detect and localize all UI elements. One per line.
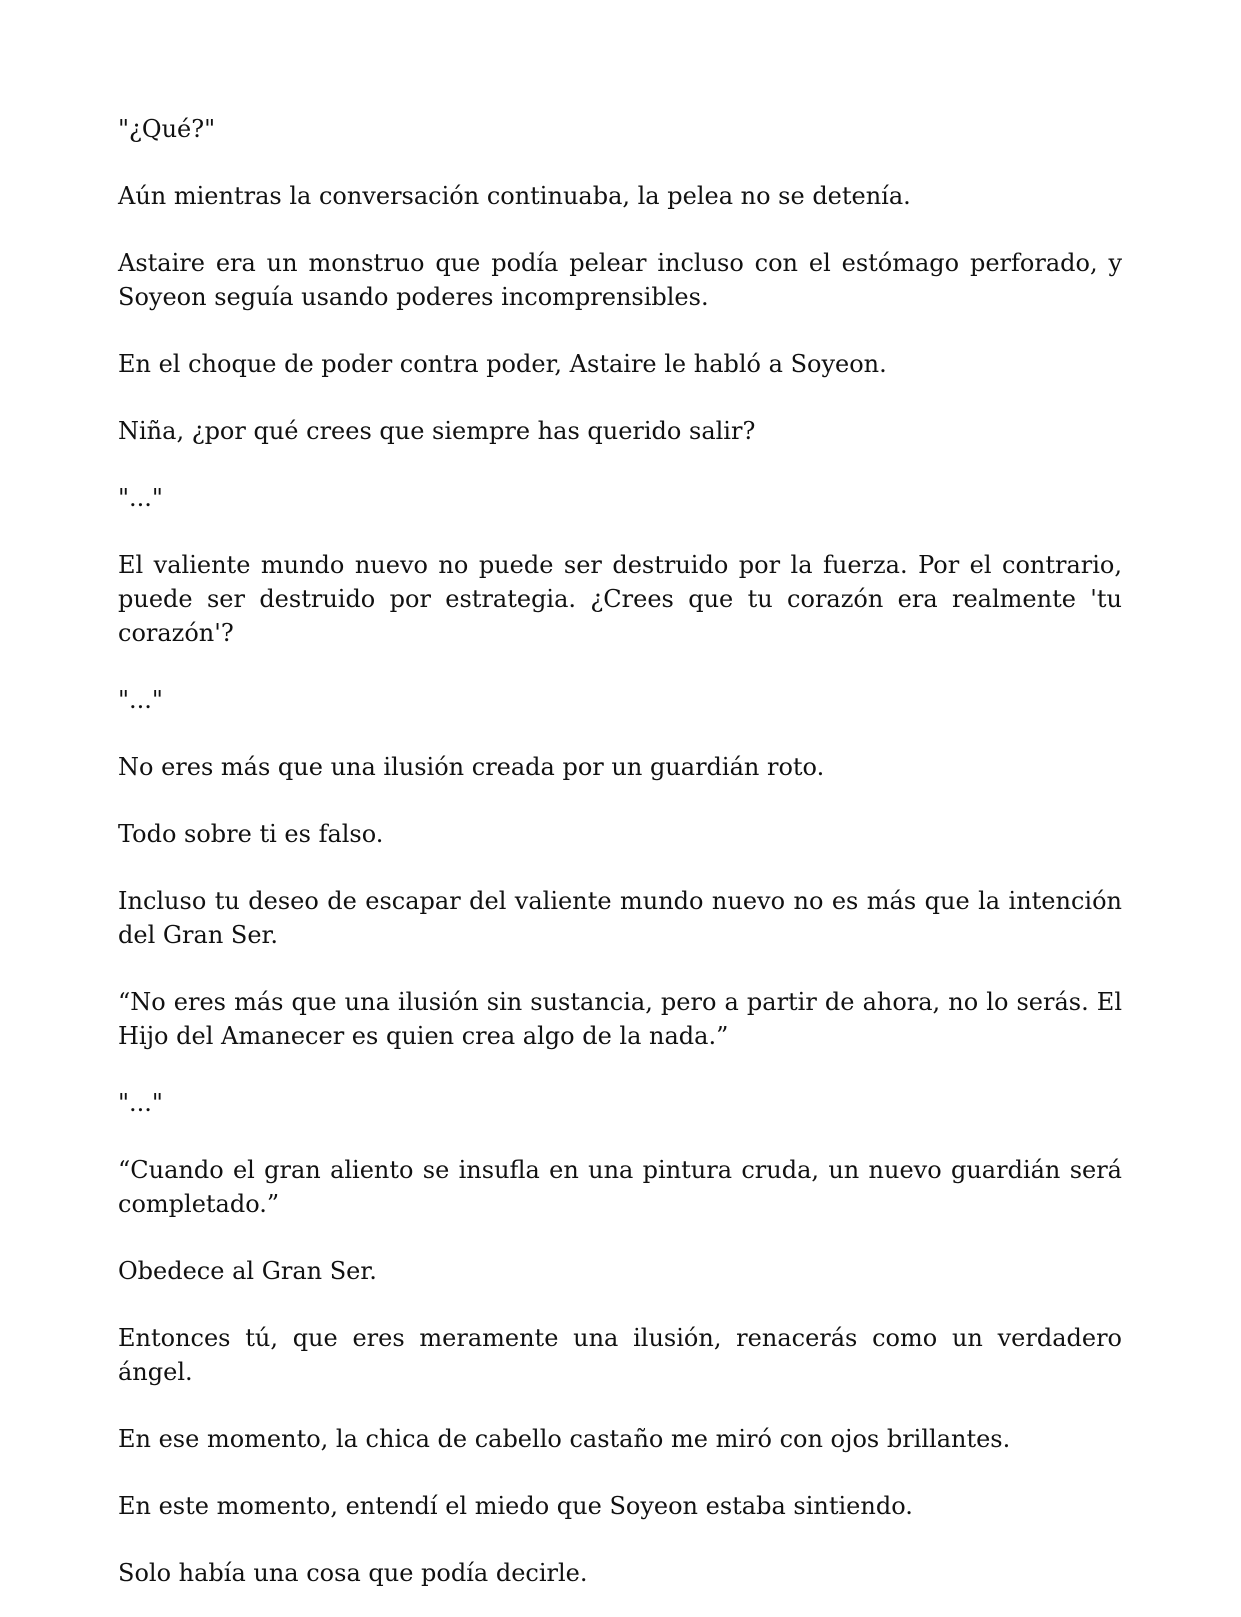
paragraph: “No eres más que una ilusión sin sustancia, pero a partir de ahora, no lo serás. El Hijo del Amanecer es quien crea algo de la nada.” <box>118 988 1122 1050</box>
paragraph: Aún mientras la conversación continuaba, la pelea no se detenía. <box>118 182 911 210</box>
paragraph: El valiente mundo nuevo no puede ser destruido por la fuerza. Por el contrario, puede ser destruido por estrategia. ¿Crees que tu corazón era realmente 'tu corazón'? <box>118 551 1122 647</box>
paragraph: En el choque de poder contra poder, Astaire le habló a Soyeon. <box>118 350 887 378</box>
paragraph: "..." <box>118 484 163 512</box>
paragraph: Niña, ¿por qué crees que siempre has querido salir? <box>118 417 756 445</box>
paragraph: "..." <box>118 686 163 714</box>
paragraph: Obedece al Gran Ser. <box>118 1257 377 1285</box>
paragraph: Solo había una cosa que podía decirle. <box>118 1559 588 1587</box>
paragraph: Entonces tú, que eres meramente una ilusión, renacerás como un verdadero ángel. <box>118 1324 1122 1386</box>
paragraph: Astaire era un monstruo que podía pelear incluso con el estómago perforado, y Soyeon seguía usando poderes incomprensibles. <box>118 249 1122 311</box>
document-body <box>118 112 1122 1590</box>
paragraph: Incluso tu deseo de escapar del valiente mundo nuevo no es más que la intención del Gran Ser. <box>118 887 1122 949</box>
paragraph: "¿Qué?" <box>118 115 216 143</box>
paragraph: En este momento, entendí el miedo que Soyeon estaba sintiendo. <box>118 1492 913 1520</box>
paragraph: En ese momento, la chica de cabello castaño me miró con ojos brillantes. <box>118 1425 1011 1453</box>
paragraph: “Cuando el gran aliento se insufla en una pintura cruda, un nuevo guardián será completado.” <box>118 1156 1122 1218</box>
paragraph: No eres más que una ilusión creada por un guardián roto. <box>118 753 825 781</box>
paragraph: "..." <box>118 1089 163 1117</box>
paragraph: Todo sobre ti es falso. <box>118 820 384 848</box>
